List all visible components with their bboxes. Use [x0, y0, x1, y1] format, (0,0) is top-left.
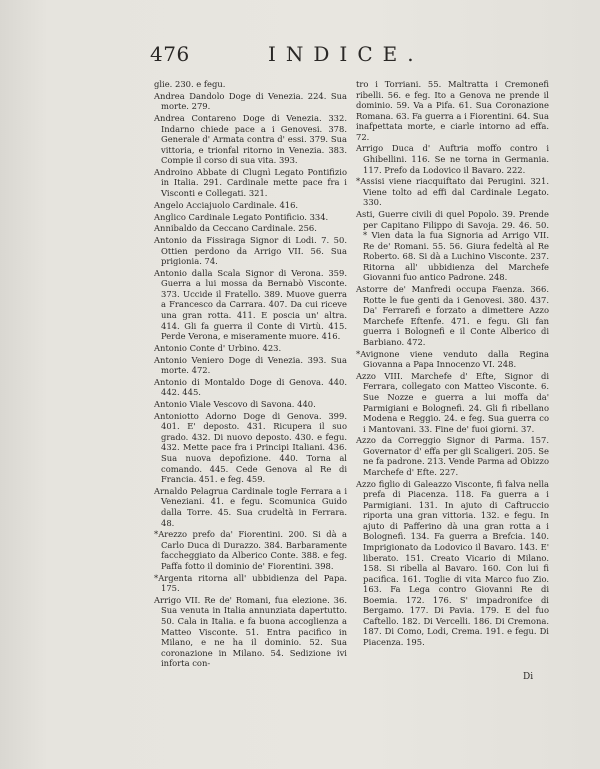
index-entry: Arnaldo Pelagrua Cardinale togle Ferrara a i Veneziani. 41. e fegu. Scomunica Guido dalla Torre. 45. Sua crudeltà in Ferrara. 48. — [154, 485, 347, 528]
index-entry: Antonio di Montaldo Doge di Genova. 440. 442. 445. — [154, 376, 347, 398]
index-entry: *Avignone viene venduto dalla Regina Giovanna a Papa Innocenzo VI. 248. — [356, 348, 549, 370]
index-entry: Antoniotto Adorno Doge di Genova. 399. 401. E' deposto. 431. Ricupera il suo grado. 432. Di nuovo deposto. 430. e fegu. 432. Mette pace fra i Principi Italiani. 436. Sua nuova depofizione. 440. Torna al comando. 445. Cede Genova al Re di Francia. 451. e feg. 459. — [154, 410, 347, 485]
index-entry: Arrigo Duca d' Auftria moffo contro i Ghibellini. 116. Se ne torna in Germania. 117. Prefo da Lodovico il Bavaro. 222. — [356, 143, 549, 175]
index-entry: glie. 230. e fegu. — [154, 79, 226, 89]
index-entry: Antonio Veniero Doge di Venezia. 393. Sua morte. 472. — [154, 354, 347, 376]
index-entry: Antonio da Fissiraga Signor di Lodi. 7. 50. Ottien perdono da Arrigo VII. 56. Sua prigionia. 74. — [154, 234, 347, 267]
index-entry: Arrigo VII. Re de' Romani, fua elezione. 36. Sua venuta in Italia annunziata dapertutto. 50. Cala in Italia. e fa buona accoglienza a Matteo Visconte. 51. Entra pacifico in Milano, e ne ha il dominio. 52. Sua coronazione in Milano. 54. Sedizione ivi inforta con- — [154, 594, 347, 669]
index-entry: Annibaldo da Ceccano Cardinale. 256. — [154, 223, 317, 234]
index-entry: Azzo VIII. Marchefe d' Efte, Signor di Ferrara, collegato con Matteo Visconte. 6. Sue Nozze e guerra a lui moffa da' Parmigiani e Bolognefi. 24. Gli fi ribellano Modena e Reggio. 24. e feg. Sua guerra co i Mantovani. 33. Fine de' fuoi giorni. 37. — [356, 370, 549, 434]
index-entry: *Assisi viene riacquiftato dai Perugini. 321. Viene tolto ad effi dal Cardinale Legato. 330. — [356, 176, 549, 208]
index-entry: Antonio dalla Scala Signor di Verona. 359. Guerra a lui mossa da Bernabò Visconte. 373. Uccide il Fratello. 389. Muove guerra a Francesco da Carrara. 407. Da cui riceve una gran rotta. 411. E poscia un' altra. 414. Gli fa guerra il Conte di Virtù. 415. Perde Verona, e miseramente muore. 416. — [154, 267, 347, 342]
index-entry: Antonio Viale Vescovo di Savona. 440. — [154, 399, 316, 410]
index-entry: Azzo da Correggio Signor di Parma. 157. Governator d' effa per gli Scaligeri. 205. Se ne fa padrone. 213. Vende Parma ad Obizzo Marchefe d' Efte. 227. — [356, 435, 549, 477]
index-entry: Andrea Contareno Doge di Venezia. 332. Indarno chiede pace a i Genovesi. 378. Generale d' Armata contra d' essi. 379. Sua vittoria, e trionfal ritorno in Venezia. 383. Compie il corso di sua vita. 393. — [154, 113, 347, 166]
index-entry: Anglico Cardinale Legato Pontificio. 334. — [154, 211, 329, 222]
index-entry: Andrea Dandolo Doge di Venezia. 224. Sua morte. 279. — [154, 90, 347, 112]
page-header — [150, 42, 530, 66]
index-entry: *Argenta ritorna all' ubbidienza del Papa. 175. — [154, 572, 347, 594]
index-entry: Asti, Guerre civili di quel Popolo. 39. Prende per Capitano Filippo di Savoja. 29. 46. 50. * Vien data la fua Signoria ad Arrigo VII. Re de' Romani. 55. 56. Giura fedeltà al Re Roberto. 68. Si dà a Luchino Visconte. 237. Ritorna all' ubbidienza del Marchefe Giovanni fuo antico Padrone. 248. — [356, 209, 549, 283]
page-number: 476 — [150, 42, 190, 66]
index-entry: Antonio Conte d' Urbino. 423. — [154, 342, 282, 353]
index-entry: Angelo Acciajuolo Cardinale. 416. — [154, 199, 299, 210]
index-entry: Androino Abbate di Clugnì Legato Pontifizio in Italia. 291. Cardinale mette pace fra i Visconti e Collegati. 321. — [154, 166, 347, 199]
index-entry: Astorre de' Manfredi occupa Faenza. 366. Rotte le fue genti da i Genovesi. 380. 437. Da' Ferrarefi e forzato a dimettere Azzo Marchefe Eftenfe. 471. e fegu. Gli fan guerra i Bolognefi e il Conte Alberico di Barbiano. 472. — [356, 284, 549, 347]
catchword: Di — [523, 672, 534, 682]
index-entry: Azzo figlio di Galeazzo Visconte, fi falva nella prefa di Piacenza. 118. Fa guerra a i Parmigiani. 131. In ajuto di Caftruccio riporta una gran vittoria. 132. e fegu. In ajuto di Pafferino dà una gran rotta a i Bolognefi. 134. Fa guerra a Brefcia. 140. Imprigionato da Lodovico il Bavaro. 143. E' liberato. 151. Creato Vicario di Milano. 158. Si ribella al Bavaro. 160. Con lui fi pacifica. 161. Toglie di vita Marco fuo Zio. 163. Fa Lega contro Giovanni Re di Boemia. 172. 176. S' impadronifce di Bergamo. 177. Di Pavia. 179. E del fuo Caftello. 182. Di Vercelli. 186. Di Cremona. 187. Di Como, Lodi, Crema. 191. e fegu. Di Piacenza. 195. — [356, 478, 549, 647]
index-column-left — [154, 79, 347, 670]
index-entry: tro i Torriani. 55. Maltratta i Cremonefi ribelli. 56. e feg. Ito a Genova ne prende il dominio. 59. Va a Pifa. 61. Sua Coronazione Romana. 63. Fa guerra a i Fiorentini. 64. Sua inafpettata morte, e ciarle intorno ad effa. 72. — [356, 79, 549, 142]
index-entry: *Arezzo prefo da' Fiorentini. 200. Si dà a Carlo Duca di Durazzo. 384. Barbaramente faccheggiato da Alberico Conte. 388. e feg. Paffa fotto il dominio de' Fiorentini. 398. — [154, 529, 347, 571]
index-column-right — [356, 79, 549, 649]
running-title: INDICE. — [268, 42, 424, 66]
